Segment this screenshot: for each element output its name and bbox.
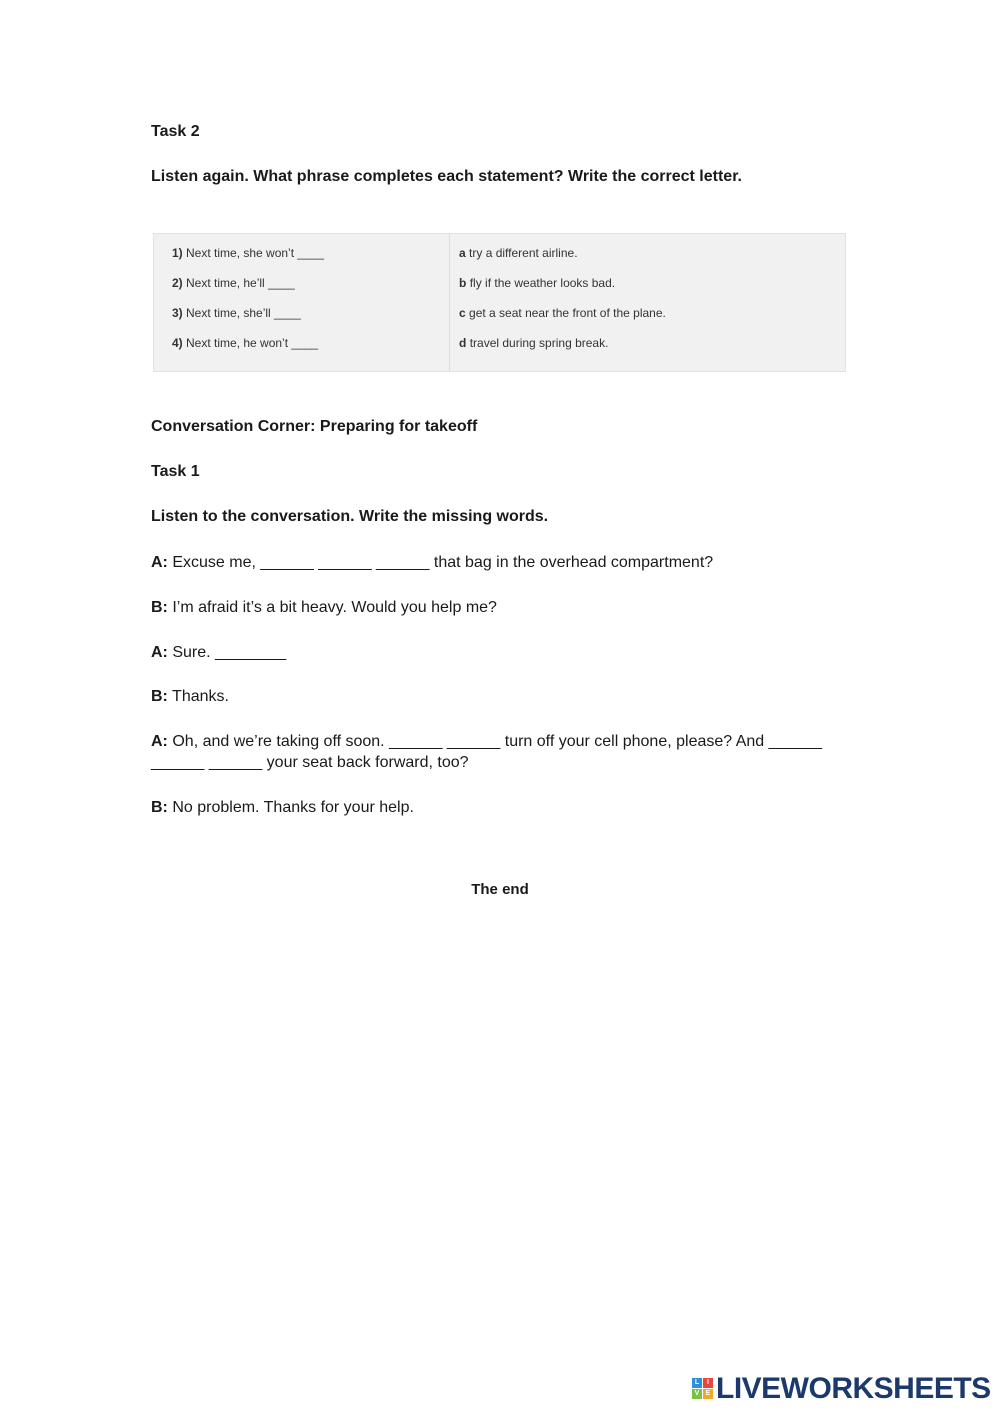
- option-letter: d: [459, 336, 467, 350]
- dialogue-text: Excuse me, ______ ______ ______ that bag in the overhead compartment?: [172, 554, 714, 571]
- task2-instruction: Listen again. What phrase completes each statement? Write the correct letter.: [151, 168, 742, 185]
- dialogue-line: [151, 797, 851, 818]
- option-row: [459, 334, 608, 352]
- dialogue-line: [151, 597, 851, 618]
- speaker-label: B:: [151, 599, 168, 616]
- statement-row: [172, 304, 301, 322]
- brand-icon-tile: V: [692, 1389, 702, 1399]
- dialogue-line: [151, 731, 831, 773]
- matching-table: [153, 233, 846, 372]
- dialogue-line: [151, 686, 851, 707]
- option-letter: a: [459, 246, 466, 260]
- liveworksheets-logo: [692, 1374, 991, 1404]
- statement-number: 3): [172, 306, 183, 320]
- dialogue-line: [151, 552, 851, 573]
- dialogue-text: Thanks.: [172, 688, 229, 705]
- statement-number: 2): [172, 276, 183, 290]
- dialogue-text: I’m afraid it’s a bit heavy. Would you help me?: [172, 599, 497, 616]
- statement-row: [172, 334, 318, 352]
- speaker-label: A:: [151, 644, 168, 661]
- option-letter: b: [459, 276, 467, 290]
- speaker-label: B:: [151, 799, 168, 816]
- dialogue-text: No problem. Thanks for your help.: [172, 799, 414, 816]
- statement-number: 4): [172, 336, 183, 350]
- brand-icon-tile: E: [703, 1389, 713, 1399]
- brand-icon-tile: I: [703, 1378, 713, 1388]
- speaker-label: A:: [151, 554, 168, 571]
- the-end-label: The end: [471, 881, 529, 898]
- brand-icon: [692, 1378, 714, 1400]
- statement-number: 1): [172, 246, 183, 260]
- dialogue-line: [151, 642, 851, 663]
- option-row: [459, 274, 615, 292]
- statement-row: [172, 274, 295, 292]
- statement-text: Next time, he’ll ____: [186, 276, 295, 290]
- option-text: get a seat near the front of the plane.: [469, 306, 666, 320]
- conversation-corner-title: Conversation Corner: Preparing for takeoff: [151, 418, 478, 435]
- option-text: travel during spring break.: [469, 336, 609, 350]
- task1-instruction: Listen to the conversation. Write the missing words.: [151, 508, 549, 525]
- task2-title: Task 2: [151, 123, 200, 140]
- statement-text: Next time, she won’t ____: [186, 246, 325, 260]
- brand-icon-tile: L: [692, 1378, 702, 1388]
- table-divider: [449, 234, 450, 371]
- option-text: fly if the weather looks bad.: [469, 276, 616, 290]
- option-row: [459, 244, 578, 262]
- dialogue-text: Oh, and we’re taking off soon. ______ ______ turn off your cell phone, please? And ______ ______ ______ your seat back forward, too?: [151, 733, 823, 771]
- statement-text: Next time, he won’t ____: [186, 336, 319, 350]
- option-text: try a different airline.: [469, 246, 578, 260]
- speaker-label: B:: [151, 688, 168, 705]
- statement-text: Next time, she’ll ____: [186, 306, 301, 320]
- option-row: [459, 304, 666, 322]
- brand-name: LIVEWORKSHEETS: [716, 1372, 991, 1405]
- dialogue-text: Sure. ________: [172, 644, 287, 661]
- task1-title: Task 1: [151, 463, 200, 480]
- speaker-label: A:: [151, 733, 168, 750]
- statement-row: [172, 244, 324, 262]
- option-letter: c: [459, 306, 466, 320]
